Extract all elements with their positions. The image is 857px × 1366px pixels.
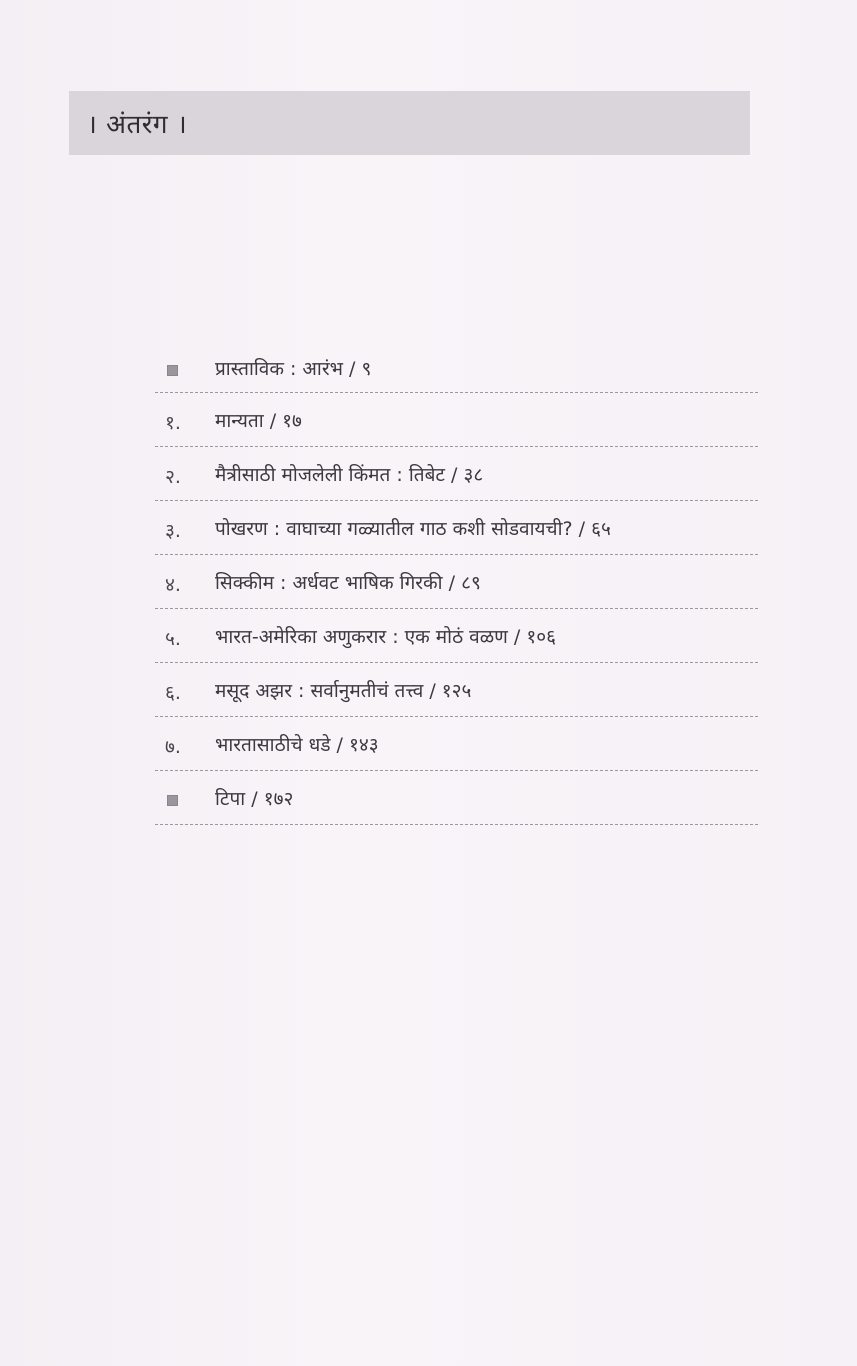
toc-entry-page: १२५ (441, 680, 472, 702)
toc-entry-2[interactable] (155, 447, 758, 501)
toc-entry-title: भारतासाठीचे धडे (215, 734, 331, 756)
toc-entry-page: १०६ (526, 626, 557, 648)
toc-entry-title: प्रास्ताविक : आरंभ (215, 358, 343, 380)
toc-entry-number: ५. (165, 628, 181, 650)
toc-entry-notes[interactable] (155, 771, 758, 825)
toc-entry-text: सिक्कीम : अर्धवट भाषिक गिरकी / ८९ (215, 572, 481, 594)
square-bullet-icon (167, 365, 178, 376)
contents-heading: । अंतरंग । (87, 110, 188, 140)
toc-entry-page: १४३ (348, 734, 379, 756)
toc-entry-preface[interactable] (155, 343, 758, 393)
toc-entry-number: ७. (165, 736, 181, 758)
toc-entry-text: भारतासाठीचे धडे / १४३ (215, 734, 379, 756)
toc-entry-text: प्रास्ताविक : आरंभ / ९ (215, 358, 372, 380)
toc-entry-number: ६. (165, 682, 181, 704)
toc-entry-title: पोखरण : वाघाच्या गळ्यातील गाठ कशी सोडवायची? (215, 518, 573, 540)
toc-entry-7[interactable] (155, 717, 758, 771)
toc-entry-1[interactable] (155, 393, 758, 447)
square-bullet-icon (167, 795, 178, 806)
toc-entry-number: ४. (165, 574, 181, 596)
toc-entry-text: पोखरण : वाघाच्या गळ्यातील गाठ कशी सोडवायची? / ६५ (215, 518, 611, 540)
toc-entry-6[interactable] (155, 663, 758, 717)
toc-entry-title: मसूद अझर : सर्वानुमतीचं तत्त्व (215, 680, 424, 702)
toc-entry-page: ९ (361, 358, 372, 380)
toc-entry-number: ३. (165, 520, 181, 542)
toc-entry-title: मैत्रीसाठी मोजलेली किंमत : तिबेट (215, 464, 446, 486)
toc-entry-page: १७२ (263, 788, 294, 810)
toc-entry-text: भारत-अमेरिका अणुकरार : एक मोठं वळण / १०६ (215, 626, 557, 648)
toc-entry-title: भारत-अमेरिका अणुकरार : एक मोठं वळण (215, 626, 508, 648)
toc-entry-page: ६५ (591, 518, 611, 540)
toc-entry-page: ३८ (463, 464, 484, 486)
contents-header-bar (69, 91, 750, 155)
toc-entry-3[interactable] (155, 501, 758, 555)
toc-entry-page: ८९ (461, 572, 481, 594)
toc-entry-text: टिपा / १७२ (215, 788, 294, 810)
toc-entry-page: १७ (282, 410, 302, 432)
toc-entry-number: २. (165, 466, 181, 488)
toc-entry-text: मैत्रीसाठी मोजलेली किंमत : तिबेट / ३८ (215, 464, 484, 486)
toc-entry-title: मान्यता (215, 410, 264, 432)
toc-entry-text: मसूद अझर : सर्वानुमतीचं तत्त्व / १२५ (215, 680, 472, 702)
toc-entry-text: मान्यता / १७ (215, 410, 302, 432)
table-of-contents (155, 343, 758, 825)
toc-entry-title: सिक्कीम : अर्धवट भाषिक गिरकी (215, 572, 443, 594)
toc-entry-number: १. (165, 412, 181, 434)
toc-entry-5[interactable] (155, 609, 758, 663)
toc-entry-title: टिपा (215, 788, 246, 810)
toc-entry-4[interactable] (155, 555, 758, 609)
